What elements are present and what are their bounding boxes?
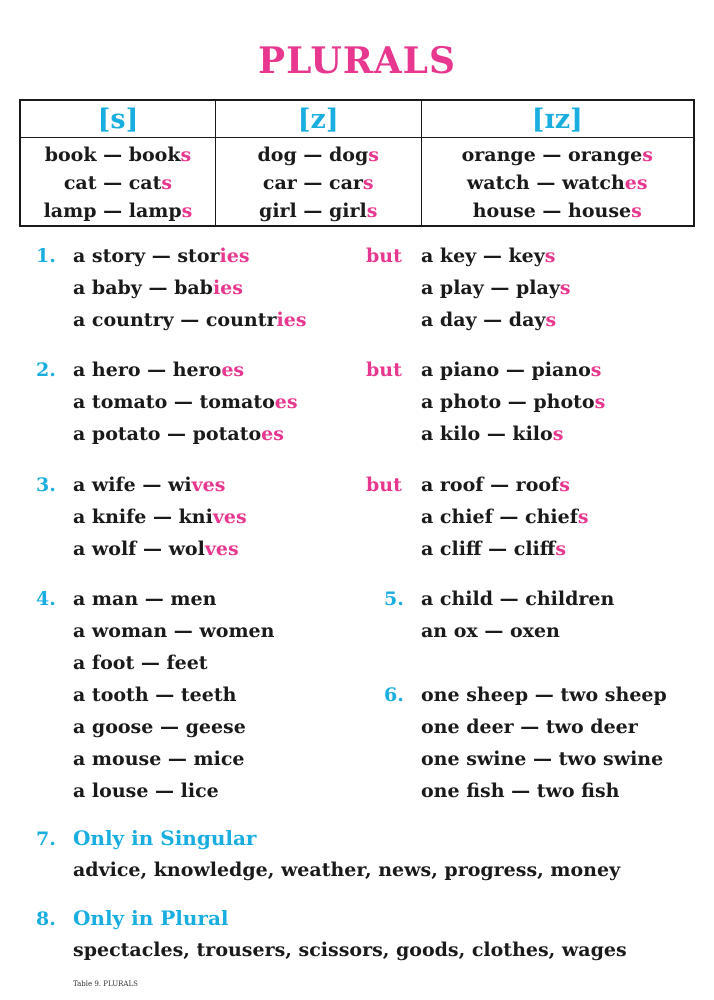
irregular-item: a louse — lice: [73, 780, 219, 802]
table-cell-iz: [421, 138, 694, 227]
example-base: a photo — photo: [421, 391, 595, 413]
example-ending: s: [631, 200, 642, 222]
but-label: but: [366, 245, 402, 267]
example-base: a play — play: [421, 277, 560, 299]
example-base: a knife — kni: [73, 506, 213, 528]
section-3-number: 3.: [36, 474, 56, 496]
example-base: watch — watch: [466, 172, 625, 194]
same-form-item: one swine — two swine: [421, 748, 664, 770]
example-base: a cliff — cliff: [421, 538, 556, 560]
header-iz: [ɪz]: [421, 100, 694, 138]
section-7-number: 7.: [36, 828, 56, 850]
table-cell-s: [20, 138, 215, 227]
rule-example: [73, 422, 284, 446]
table-cell-z: [215, 138, 421, 227]
rule-example: [73, 390, 298, 414]
example-ending: ves: [204, 538, 239, 560]
example-base: a roof — roof: [421, 474, 560, 496]
footer-caption: Table 9. PLURALS: [73, 980, 138, 988]
example-ending: s: [590, 359, 602, 381]
example-ending: s: [559, 277, 571, 299]
irregular-item: a mouse — mice: [73, 748, 245, 770]
table-example: [21, 169, 215, 197]
example-base: a day — day: [421, 309, 546, 331]
rule-example: [73, 276, 243, 300]
rule-example: [73, 308, 307, 332]
exception-example: [421, 473, 570, 497]
exception-example: [421, 422, 563, 446]
singular-only-heading: Only in Singular: [73, 826, 257, 850]
but-label: but: [366, 474, 402, 496]
example-base: girl — girl: [259, 200, 367, 222]
example-ending: s: [594, 391, 606, 413]
plural-only-heading: Only in Plural: [73, 906, 229, 930]
example-ending: s: [577, 506, 589, 528]
example-base: cat — cat: [63, 172, 162, 194]
plural-only-words: spectacles, trousers, scissors, goods, clothes, wages: [73, 939, 627, 961]
section-6-number: 6.: [384, 684, 404, 706]
example-base: lamp — lamp: [43, 200, 182, 222]
section-5-number: 5.: [384, 588, 404, 610]
section-2-number: 2.: [36, 359, 56, 381]
example-base: car — car: [262, 172, 363, 194]
table-example: [216, 169, 421, 197]
en-plural-item: a child — children: [421, 588, 615, 610]
example-base: a baby — bab: [73, 277, 213, 299]
example-ending: es: [274, 391, 298, 413]
exception-example: [421, 505, 589, 529]
table-example: [422, 169, 693, 197]
example-base: a chief — chief: [421, 506, 578, 528]
exception-example: [421, 358, 601, 382]
rule-example: [73, 358, 244, 382]
irregular-item: a foot — feet: [73, 652, 208, 674]
example-base: orange — orange: [461, 144, 643, 166]
example-base: a wife — wi: [73, 474, 192, 496]
example-base: a potato — potato: [73, 423, 262, 445]
example-ending: s: [552, 423, 564, 445]
same-form-item: one deer — two deer: [421, 716, 638, 738]
same-form-item: one sheep — two sheep: [421, 684, 667, 706]
table-example: [216, 141, 421, 169]
table-header-row: [20, 100, 694, 138]
pronunciation-table: [19, 99, 695, 227]
table-row: [20, 138, 694, 227]
rule-example: [73, 537, 239, 561]
table-example: [21, 141, 215, 169]
same-form-item: one fish — two fish: [421, 780, 620, 802]
table-example: [422, 141, 693, 169]
exception-example: [421, 276, 571, 300]
example-ending: ves: [212, 506, 247, 528]
example-base: a country — countr: [73, 309, 277, 331]
example-ending: ves: [191, 474, 226, 496]
example-base: a kilo — kilo: [421, 423, 553, 445]
example-base: a tomato — tomato: [73, 391, 275, 413]
exception-example: [421, 390, 605, 414]
example-base: dog — dog: [257, 144, 369, 166]
exception-example: [421, 308, 556, 332]
example-ending: ies: [219, 245, 250, 267]
en-plural-item: an ox — oxen: [421, 620, 560, 642]
exception-example: [421, 537, 566, 561]
singular-only-words: advice, knowledge, weather, news, progress, money: [73, 859, 621, 881]
example-base: a piano — piano: [421, 359, 591, 381]
exception-example: [421, 244, 555, 268]
example-ending: s: [180, 144, 192, 166]
example-base: a story — stor: [73, 245, 220, 267]
example-ending: s: [642, 144, 653, 166]
example-ending: es: [261, 423, 284, 445]
rule-example: [73, 505, 247, 529]
irregular-item: a tooth — teeth: [73, 684, 237, 706]
example-ending: s: [368, 144, 379, 166]
example-base: a key — key: [421, 245, 545, 267]
but-label: but: [366, 359, 402, 381]
example-ending: ies: [276, 309, 307, 331]
example-ending: s: [544, 245, 556, 267]
example-ending: es: [624, 172, 648, 194]
example-base: book — book: [44, 144, 181, 166]
example-ending: s: [559, 474, 570, 496]
header-z: [z]: [215, 100, 421, 138]
section-8-number: 8.: [36, 908, 56, 930]
irregular-item: a man — men: [73, 588, 217, 610]
section-1-number: 1.: [36, 245, 56, 267]
header-s: [s]: [20, 100, 215, 138]
example-base: house — house: [472, 200, 632, 222]
page-title: PLURALS: [258, 40, 456, 82]
section-4-number: 4.: [36, 588, 56, 610]
table-example: [216, 197, 421, 225]
example-base: a wolf — wol: [73, 538, 205, 560]
example-ending: ies: [212, 277, 243, 299]
irregular-item: a goose — geese: [73, 716, 246, 738]
example-ending: s: [181, 200, 193, 222]
rule-example: [73, 473, 225, 497]
example-base: a hero — hero: [73, 359, 222, 381]
irregular-item: a woman — women: [73, 620, 275, 642]
table-example: [21, 197, 215, 225]
example-ending: s: [545, 309, 557, 331]
table-example: [422, 197, 693, 225]
rule-example: [73, 244, 250, 268]
example-ending: s: [555, 538, 567, 560]
example-ending: s: [161, 172, 173, 194]
example-ending: es: [221, 359, 245, 381]
example-ending: s: [366, 200, 378, 222]
example-ending: s: [362, 172, 374, 194]
